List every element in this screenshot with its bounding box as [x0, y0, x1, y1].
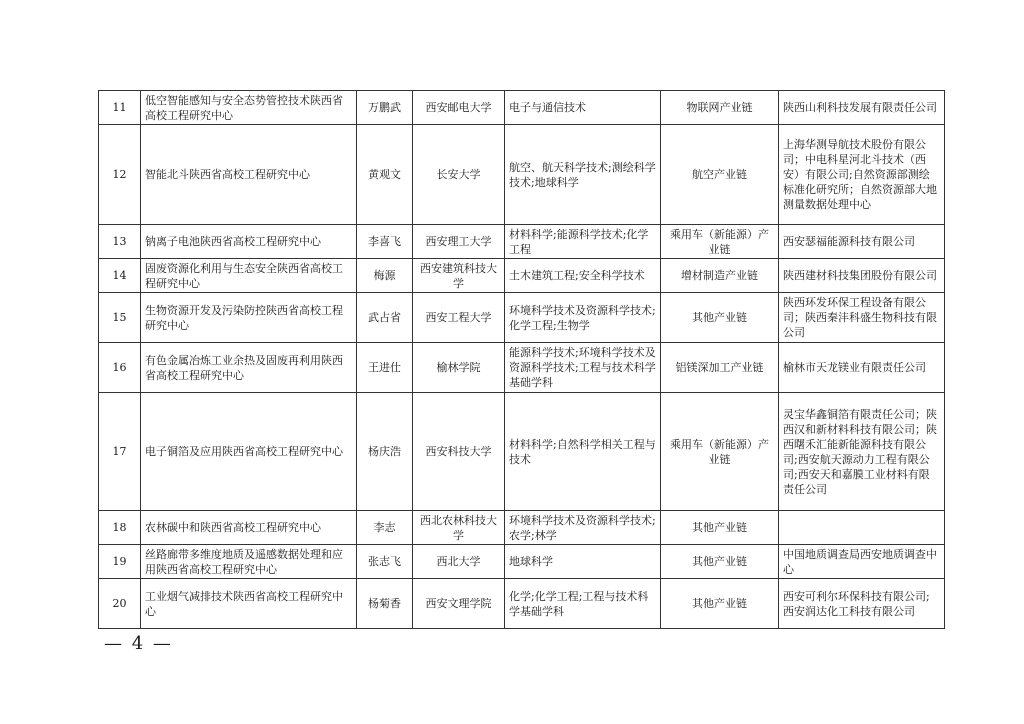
cell-chain: 增材制造产业链 — [661, 259, 779, 293]
cell-field: 航空、航天科学技术;测绘科学技术;地球科学 — [505, 125, 661, 225]
table-row — [99, 225, 945, 259]
cell-no: 15 — [99, 293, 141, 343]
cell-field: 材料科学;自然科学相关工程与技术 — [505, 393, 661, 511]
cell-chain: 其他产业链 — [661, 545, 779, 579]
cell-company: 灵宝华鑫铜箔有限责任公司；陕西汉和新材料科技有限公司；陕西曙禾汇能新能源科技有限公司;西安航天源动力工程有限公司;西安天和嘉膜工业材料有限责任公司 — [779, 393, 945, 511]
cell-school: 西北大学 — [413, 545, 505, 579]
cell-company: 陕西山利科技发展有限责任公司 — [779, 91, 945, 125]
cell-company: 西安可利尔环保科技有限公司;西安润达化工科技有限公司 — [779, 579, 945, 629]
cell-no: 13 — [99, 225, 141, 259]
cell-name: 固废资源化利用与生态安全陕西省高校工程研究中心 — [141, 259, 357, 293]
cell-chain: 物联网产业链 — [661, 91, 779, 125]
cell-no: 12 — [99, 125, 141, 225]
cell-field: 地球科学 — [505, 545, 661, 579]
cell-person: 梅源 — [357, 259, 413, 293]
cell-company: 西安瑟福能源科技有限公司 — [779, 225, 945, 259]
cell-person: 王进仕 — [357, 343, 413, 393]
cell-name: 丝路廊带多维度地质及遥感数据处理和应用陕西省高校工程研究中心 — [141, 545, 357, 579]
cell-person: 武占省 — [357, 293, 413, 343]
cell-no: 14 — [99, 259, 141, 293]
cell-person: 李喜飞 — [357, 225, 413, 259]
cell-field: 土木建筑工程;安全科学技术 — [505, 259, 661, 293]
cell-name: 工业烟气减排技术陕西省高校工程研究中心 — [141, 579, 357, 629]
cell-company: 上海华测导航技术股份有限公司；中电科星河北斗技术（西安）有限公司;自然资源部测绘标准化研究所；自然资源部大地测量数据处理中心 — [779, 125, 945, 225]
cell-company: 陕西环发环保工程设备有限公司；陕西秦沣科盛生物科技有限公司 — [779, 293, 945, 343]
cell-no: 17 — [99, 393, 141, 511]
cell-school: 西安工程大学 — [413, 293, 505, 343]
cell-chain: 铝镁深加工产业链 — [661, 343, 779, 393]
table-row — [99, 545, 945, 579]
cell-company: 陕西建材科技集团股份有限公司 — [779, 259, 945, 293]
table-row — [99, 393, 945, 511]
cell-name: 农林碳中和陕西省高校工程研究中心 — [141, 511, 357, 545]
cell-school: 西安文理学院 — [413, 579, 505, 629]
cell-chain: 乘用车（新能源）产业链 — [661, 225, 779, 259]
cell-chain: 其他产业链 — [661, 511, 779, 545]
cell-name: 钠离子电池陕西省高校工程研究中心 — [141, 225, 357, 259]
cell-person: 李志 — [357, 511, 413, 545]
cell-field: 化学;化学工程;工程与技术科学基础学科 — [505, 579, 661, 629]
cell-person: 万鹏武 — [357, 91, 413, 125]
cell-no: 16 — [99, 343, 141, 393]
page-number: — 4 — — [104, 633, 173, 654]
cell-school: 榆林学院 — [413, 343, 505, 393]
cell-school: 西安邮电大学 — [413, 91, 505, 125]
table-row — [99, 579, 945, 629]
cell-chain: 乘用车（新能源）产业链 — [661, 393, 779, 511]
cell-chain: 其他产业链 — [661, 579, 779, 629]
cell-field: 环境科学技术及资源科学技术;农学;林学 — [505, 511, 661, 545]
cell-school: 西北农林科技大学 — [413, 511, 505, 545]
engineering-center-table — [98, 90, 945, 629]
cell-name: 智能北斗陕西省高校工程研究中心 — [141, 125, 357, 225]
cell-no: 19 — [99, 545, 141, 579]
table-row — [99, 293, 945, 343]
cell-person: 张志飞 — [357, 545, 413, 579]
cell-name: 低空智能感知与安全态势管控技术陕西省高校工程研究中心 — [141, 91, 357, 125]
cell-field: 能源科学技术;环境科学技术及资源科学技术;工程与技术科学基础学科 — [505, 343, 661, 393]
cell-company: 榆林市天龙镁业有限责任公司 — [779, 343, 945, 393]
table-row — [99, 511, 945, 545]
cell-field: 电子与通信技术 — [505, 91, 661, 125]
cell-person: 杨庆浩 — [357, 393, 413, 511]
cell-company — [779, 511, 945, 545]
cell-name: 电子铜箔及应用陕西省高校工程研究中心 — [141, 393, 357, 511]
cell-field: 材料科学;能源科学技术;化学工程 — [505, 225, 661, 259]
cell-field: 环境科学技术及资源科学技术;化学工程;生物学 — [505, 293, 661, 343]
cell-no: 11 — [99, 91, 141, 125]
cell-no: 18 — [99, 511, 141, 545]
cell-chain: 航空产业链 — [661, 125, 779, 225]
cell-name: 有色金属冶炼工业余热及固废再利用陕西省高校工程研究中心 — [141, 343, 357, 393]
cell-chain: 其他产业链 — [661, 293, 779, 343]
cell-name: 生物资源开发及污染防控陕西省高校工程研究中心 — [141, 293, 357, 343]
cell-person: 杨菊香 — [357, 579, 413, 629]
cell-company: 中国地质调查局西安地质调查中心 — [779, 545, 945, 579]
table-row — [99, 343, 945, 393]
cell-school: 西安建筑科技大学 — [413, 259, 505, 293]
table-row — [99, 259, 945, 293]
cell-no: 20 — [99, 579, 141, 629]
cell-school: 西安科技大学 — [413, 393, 505, 511]
table-row — [99, 125, 945, 225]
cell-person: 黄观文 — [357, 125, 413, 225]
cell-school: 西安理工大学 — [413, 225, 505, 259]
table-row — [99, 91, 945, 125]
cell-school: 长安大学 — [413, 125, 505, 225]
